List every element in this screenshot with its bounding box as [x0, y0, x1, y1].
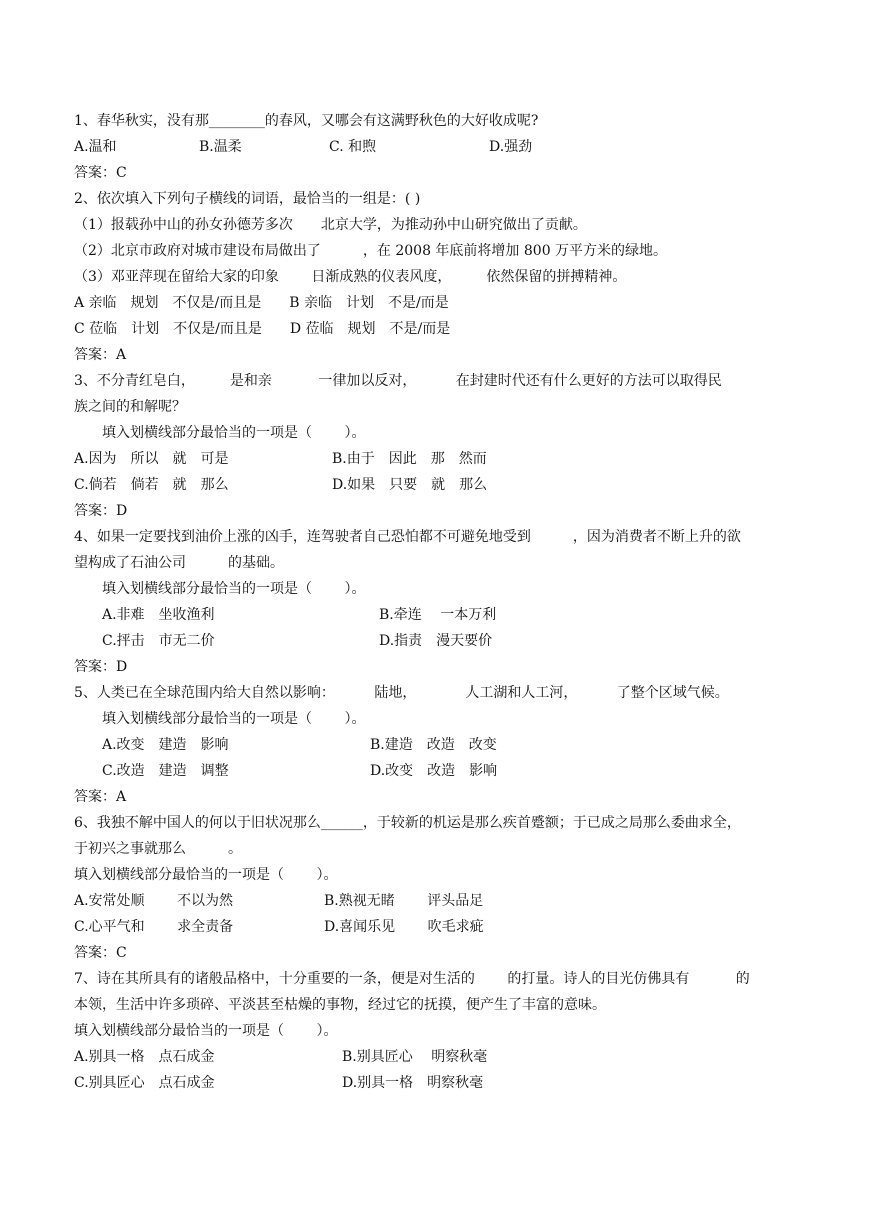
question-2-sub-2: （2）北京市政府对城市建设布局做出了 ，在 2008 年底前将增加 800 万平方米的绿地。 — [74, 243, 668, 259]
question-6-options-ab — [74, 888, 804, 914]
question-3-options-ab — [74, 446, 804, 472]
question-2-sub-1: （1）报载孙中山的孙女孙德芳多次 北京大学，为推动孙中山研究做出了贡献。 — [74, 217, 587, 233]
question-6-answer: 答案：C — [74, 945, 127, 961]
question-6-options-cd — [74, 914, 804, 940]
question-7-prompt: 填入划横线部分最恰当的一项是（ ）。 — [74, 1023, 338, 1039]
question-3-option-c: C.倘若 倘若 就 那么 — [74, 477, 229, 493]
question-4-prompt: 填入划横线部分最恰当的一项是（ ）。 — [102, 581, 366, 597]
question-5-stem: 5、人类已在全球范围内给大自然以影响： 陆地， 人工湖和人工河， 了整个区域气候。 — [74, 685, 729, 701]
question-6-prompt: 填入划横线部分最恰当的一项是（ ）。 — [74, 867, 338, 883]
question-6-stem-line-1: 6、我独不解中国人的何以于旧状况那么______，于较新的机运是那么疾首蹙额；于已成之局那么委曲求全， — [74, 815, 741, 831]
question-7-option-d: D.别具一格 明察秋毫 — [342, 1075, 484, 1091]
question-5-options-ab — [74, 732, 804, 758]
question-7-options-ab — [74, 1044, 804, 1070]
question-5-option-c: C.改造 建造 调整 — [102, 763, 229, 779]
question-7-option-b: B.别具匠心 明察秋毫 — [342, 1049, 488, 1065]
question-3-options-cd — [74, 472, 804, 498]
exercise-document — [74, 108, 804, 1096]
question-4-option-a: A.非难 坐收渔利 — [102, 607, 215, 623]
question-7-option-c: C.别具匠心 点石成金 — [74, 1075, 215, 1091]
question-4-options-ab — [74, 602, 804, 628]
question-3-stem-line-2: 族之间的和解呢？ — [74, 399, 186, 415]
question-4-options-cd — [74, 628, 804, 654]
question-4-option-c: C.抨击 市无二价 — [102, 633, 215, 649]
question-7-stem-line-1: 7、诗在其所具有的诸般品格中，十分重要的一条，便是对生活的 的打量。诗人的目光仿佛具有 的 — [74, 971, 750, 987]
question-1-option-b: B.温柔 — [199, 139, 242, 155]
question-4-option-d: D.指责 漫天要价 — [379, 633, 493, 649]
question-2-answer: 答案：A — [74, 347, 127, 363]
question-7-option-a: A.别具一格 点石成金 — [74, 1049, 215, 1065]
question-2-stem: 2、依次填入下列句子横线的词语，最恰当的一组是：( ) — [74, 191, 421, 207]
question-6-option-c: C.心平气和 求全责备 — [74, 919, 234, 935]
question-3-stem-line-1: 3、不分青红皂白， 是和亲 一律加以反对， 在封建时代还有什么更好的方法可以取得民 — [74, 373, 722, 389]
question-2-options-cd: C 莅临 计划 不仅是/而且是 D 莅临 规划 不是/而是 — [74, 321, 451, 337]
question-1-option-d: D.强劲 — [489, 139, 533, 155]
question-5-option-b: B.建造 改造 改变 — [370, 737, 497, 753]
question-4-option-b: B.牵连 一本万利 — [379, 607, 497, 623]
question-3-answer: 答案：D — [74, 503, 128, 519]
question-7-stem-line-2: 本领，生活中许多琐碎、平淡甚至枯燥的事物，经过它的抚摸，便产生了丰富的意味。 — [74, 997, 606, 1013]
question-4-stem-line-2: 望构成了石油公司 的基础。 — [74, 555, 284, 571]
question-1-stem: 1、春华秋实，没有那________的春风，又哪会有这满野秋色的大好收成呢? — [74, 113, 539, 129]
question-3-option-a: A.因为 所以 就 可是 — [74, 451, 229, 467]
question-2-sub-3: （3）邓亚萍现在留给大家的印象 日渐成熟的仪表风度， 依然保留的拼搏精神。 — [74, 269, 627, 285]
question-5-options-cd — [74, 758, 804, 784]
question-6-stem-line-2: 于初兴之事就那么 。 — [74, 841, 242, 857]
question-1-options — [74, 134, 804, 160]
question-3-option-d: D.如果 只要 就 那么 — [332, 477, 488, 493]
question-3-prompt: 填入划横线部分最恰当的一项是（ ）。 — [102, 425, 366, 441]
question-2-options-ab: A 亲临 规划 不仅是/而且是 B 亲临 计划 不是/而是 — [74, 295, 449, 311]
question-7-options-cd — [74, 1070, 804, 1096]
question-6-option-d: D.喜闻乐见 吹毛求疵 — [324, 919, 484, 935]
question-3-option-b: B.由于 因此 那 然而 — [332, 451, 487, 467]
question-4-stem-line-1: 4、如果一定要找到油价上涨的凶手，连驾驶者自己恐怕都不可避免地受到 ，因为消费者不断上升的欲 — [74, 529, 741, 545]
question-5-answer: 答案：A — [74, 789, 127, 805]
question-4-answer: 答案：D — [74, 659, 128, 675]
question-1-option-c: C. 和煦 — [329, 139, 377, 155]
question-5-prompt: 填入划横线部分最恰当的一项是（ ）。 — [102, 711, 366, 727]
question-6-option-a: A.安常处顺 不以为然 — [74, 893, 234, 909]
question-6-option-b: B.熟视无睹 评头品足 — [324, 893, 484, 909]
question-1-option-a: A.温和 — [74, 139, 117, 155]
question-5-option-a: A.改变 建造 影响 — [102, 737, 229, 753]
question-5-option-d: D.改变 改造 影响 — [370, 763, 498, 779]
question-1-answer: 答案：C — [74, 165, 127, 181]
